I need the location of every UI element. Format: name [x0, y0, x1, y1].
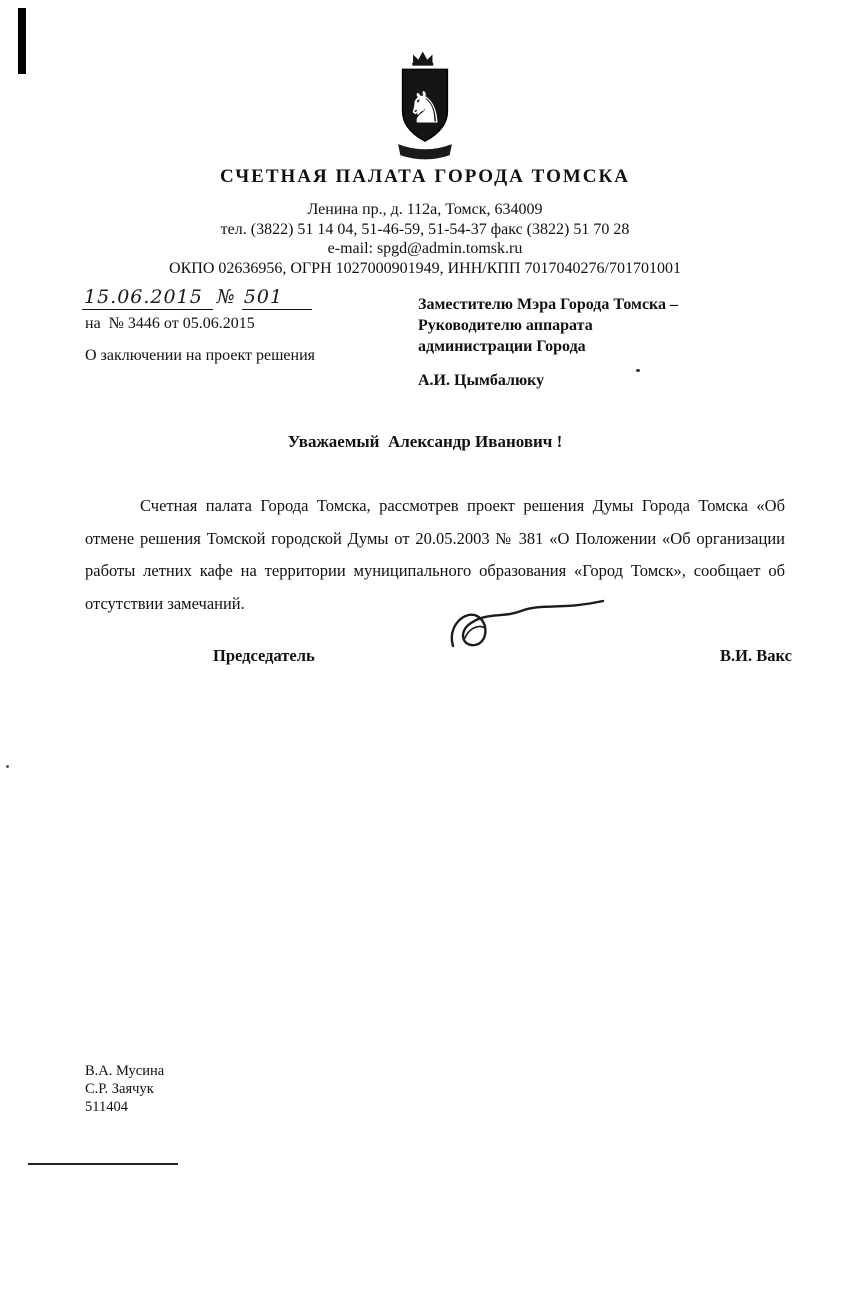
executor-phone: 511404 [85, 1099, 128, 1115]
addressee-name: А.И. Цымбалюку [418, 372, 545, 389]
addressee-line: Руководителю аппарата [418, 317, 593, 334]
organization-name: СЧЕТНАЯ ПАЛАТА ГОРОДА ТОМСКА [219, 166, 631, 187]
salutation: Уважаемый Александр Иванович ! [287, 432, 563, 451]
outgoing-number-handwritten: 501 [242, 286, 312, 310]
org-codes: ОКПО 02636956, ОГРН 1027000901949, ИНН/КПП 7017040276/701701001 [169, 259, 681, 277]
addressee-line: администрации Города [418, 338, 586, 355]
addressee-line: Заместителю Мэра Города Томска – [418, 296, 679, 313]
executors-block [85, 1062, 164, 1116]
addressee-block [418, 294, 718, 391]
executor-name: С.Р. Заячук [85, 1081, 154, 1097]
org-phone: тел. (3822) 51 14 04, 51-46-59, 51-54-37 факс (3822) 51 70 28 [220, 220, 630, 238]
scan-edge-artifact [18, 8, 26, 74]
ribbon-banner [398, 144, 452, 159]
letter-subject: О заключении на проект решения [85, 347, 315, 364]
org-address: Ленина пр., д. 112а, Томск, 634009 [307, 201, 543, 218]
outgoing-date-handwritten: 15.06.2015 [82, 286, 213, 310]
signature-ink [445, 598, 610, 656]
crown-icon [413, 51, 432, 63]
executor-name: В.А. Мусина [85, 1063, 165, 1079]
crown-base [412, 63, 433, 66]
tomsk-coat-of-arms [387, 50, 463, 162]
signature-scribble [445, 598, 610, 656]
signer-title: Председатель [213, 646, 315, 665]
signer-name: В.И. Вакс [720, 646, 792, 665]
coat-of-arms-graphic [387, 50, 463, 162]
organization-contacts [0, 200, 850, 278]
org-email: e-mail: spgd@admin.tomsk.ru [327, 240, 523, 257]
incoming-reference: на № 3446 от 05.06.2015 [85, 315, 255, 332]
letter-body: Счетная палата Города Томска, рассмотрев проект решения Думы Города Томска «Об отмене решения Томской городской Думы от 20.05.2003 № 381 «О Положении «Об организации работы летних кафе на территории муниципального образования «Город Томск», сообщает об отсутствии замечаний. [85, 496, 785, 613]
scan-bottom-line-artifact [28, 1163, 178, 1165]
number-sign: № [216, 286, 236, 308]
outgoing-reference [82, 286, 312, 310]
horse-icon: ♞ [405, 83, 445, 134]
scan-dot-artifact [6, 765, 9, 768]
